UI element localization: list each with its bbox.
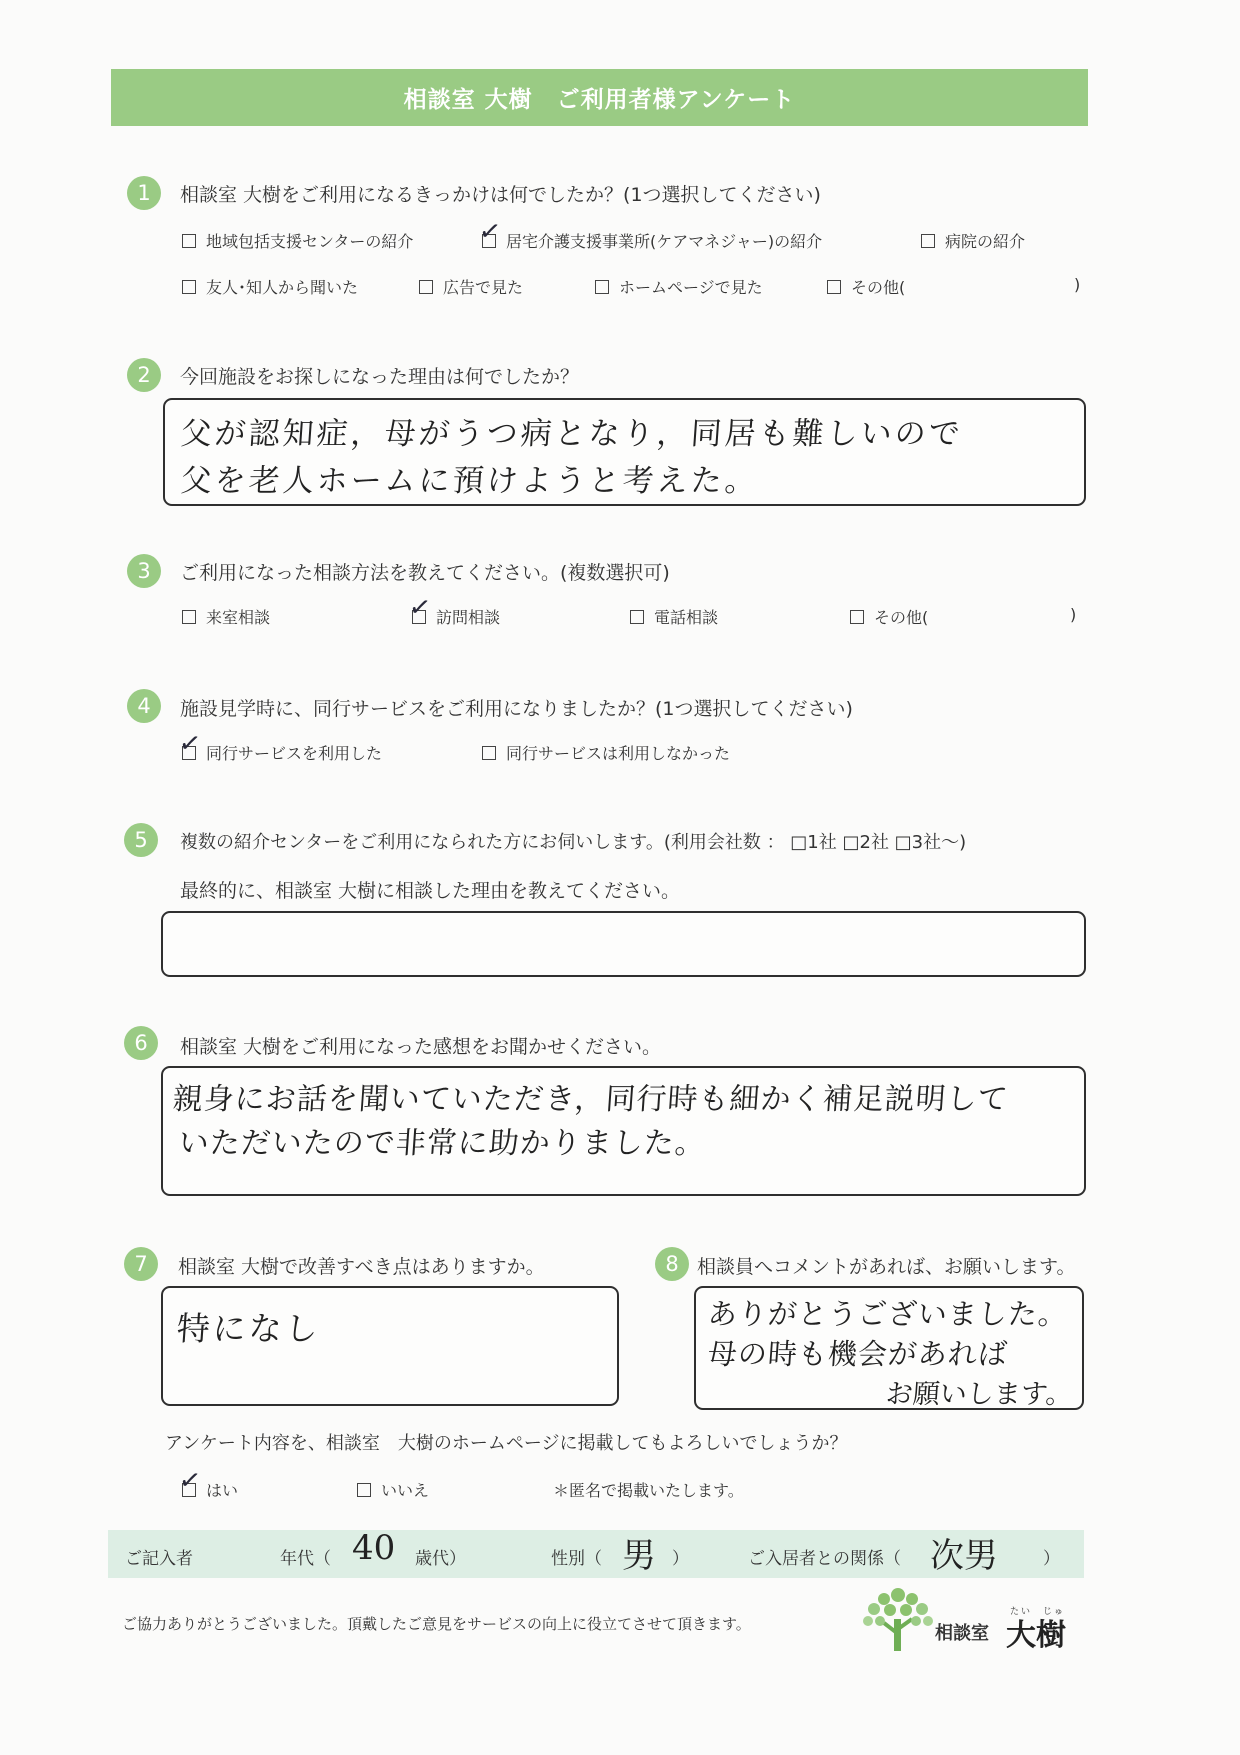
question-number-1: 1	[127, 176, 161, 210]
publish-question: アンケート内容を、相談室 大樹のホームページに掲載してもよろしいでしょうか？	[165, 1433, 848, 1454]
q1-option-ad[interactable]: 広告で見た	[419, 275, 523, 298]
checkmark-icon: ✓	[177, 727, 203, 760]
checkbox[interactable]	[630, 610, 644, 624]
question-number-3: 3	[127, 554, 161, 588]
checkbox-checked[interactable]	[477, 215, 503, 248]
age-suffix: 歳代）	[415, 1549, 466, 1569]
publish-option-yes[interactable]: ✓ はい	[177, 1464, 239, 1500]
q1-other-close-paren: )	[1074, 275, 1081, 294]
q7-answer: 特になし	[175, 1309, 323, 1348]
checkbox[interactable]	[182, 610, 196, 624]
publish-option-no[interactable]: いいえ	[357, 1478, 429, 1501]
q4-option-used[interactable]: ✓ 同行サービスを利用した	[177, 727, 383, 763]
checkbox-checked[interactable]	[177, 727, 203, 760]
checkmark-icon: ✓	[177, 1464, 203, 1497]
checkbox[interactable]	[827, 280, 841, 294]
q1-option-care-manager[interactable]: ✓ 居宅介護支援事業所(ケアマネジャー)の紹介	[477, 215, 823, 251]
question-number-2: 2	[127, 358, 161, 392]
q6-answer-line-1: 親身にお話を聞いていただき，同行時も細かく補足説明して	[171, 1082, 1010, 1117]
checkbox[interactable]	[182, 280, 196, 294]
question-6-text: 相談室 大樹をご利用になった感想をお聞かせください。	[180, 1036, 662, 1058]
q3-option-visit-office[interactable]: 来室相談	[182, 605, 270, 628]
checkbox[interactable]	[182, 234, 196, 248]
q1-option-hospital[interactable]: 病院の紹介	[921, 229, 1025, 252]
logo-big-text: 大樹	[1006, 1618, 1066, 1653]
gender-close: ）	[672, 1549, 689, 1569]
q8-answer-line-3: お願いします。	[884, 1379, 1074, 1410]
tree-logo-icon	[858, 1585, 938, 1653]
relation-value[interactable]: 次男	[930, 1536, 998, 1576]
question-7-text: 相談室 大樹で改善すべき点はありますか。	[178, 1256, 545, 1278]
q5-answer-box[interactable]	[161, 911, 1086, 977]
checkbox[interactable]	[921, 234, 935, 248]
checkbox[interactable]	[850, 610, 864, 624]
question-5-text: 複数の紹介センターをご利用になられた方にお伺いします。(利用会社数 ： □1社 □2社 □3社～)	[180, 832, 967, 853]
question-2-text: 今回施設をお探しになった理由は何でしたか？	[180, 366, 580, 388]
anonymous-note: ＊匿名で掲載いたします。	[553, 1481, 744, 1500]
q2-answer-box[interactable]	[163, 398, 1086, 506]
logo-small-text: 相談室	[935, 1623, 989, 1644]
q8-answer-line-2: 母の時も機会があれば	[706, 1337, 1010, 1371]
checkbox-checked[interactable]	[407, 591, 433, 624]
q2-answer-line-1: 父が認知症，母がうつ病となり，同居も難しいので	[179, 416, 965, 452]
survey-title: 相談室 大樹 ご利用者様アンケート	[111, 69, 1088, 126]
checkbox[interactable]	[419, 280, 433, 294]
checkbox[interactable]	[357, 1483, 371, 1497]
q6-answer-line-2: いただいたので非常に助かりました。	[177, 1126, 707, 1161]
q3-other-close-paren: )	[1070, 605, 1077, 624]
gender-label: 性別（	[551, 1549, 602, 1569]
age-value[interactable]: 40	[352, 1528, 396, 1568]
respondent-label: ご記入者	[125, 1549, 193, 1569]
gender-value[interactable]: 男	[622, 1536, 656, 1576]
q8-answer-box[interactable]	[694, 1286, 1084, 1410]
question-number-5: 5	[124, 823, 158, 857]
question-number-6: 6	[124, 1026, 158, 1060]
checkmark-icon: ✓	[477, 215, 503, 248]
q2-answer-line-2: 父を老人ホームに預けようと考えた。	[179, 463, 761, 499]
checkbox-checked[interactable]	[177, 1464, 203, 1497]
checkbox[interactable]	[595, 280, 609, 294]
checkbox[interactable]	[482, 746, 496, 760]
q3-option-other[interactable]: その他(	[850, 605, 928, 628]
thanks-message: ご協力ありがとうございました。頂戴したご意見をサービスの向上に役立てさせて頂きます。	[122, 1615, 751, 1633]
q1-option-homepage[interactable]: ホームページで見た	[595, 275, 763, 298]
question-4-text: 施設見学時に、同行サービスをご利用になりましたか？(1つ選択してください)	[180, 698, 853, 720]
q8-answer-line-1: ありがとうございました。	[706, 1297, 1070, 1331]
q4-option-not-used[interactable]: 同行サービスは利用しなかった	[482, 741, 730, 764]
q1-option-friend[interactable]: 友人･知人から聞いた	[182, 275, 358, 298]
question-number-4: 4	[127, 689, 161, 723]
q3-option-phone[interactable]: 電話相談	[630, 605, 718, 628]
q1-option-other[interactable]: その他(	[827, 275, 905, 298]
question-8-text: 相談員へコメントがあれば、お願いします。	[697, 1256, 1076, 1278]
relation-close: ）	[1043, 1549, 1060, 1569]
question-1-text: 相談室 大樹をご利用になるきっかけは何でしたか？(1つ選択してください)	[180, 184, 821, 206]
q7-answer-box[interactable]	[161, 1286, 619, 1406]
q1-option-community-center[interactable]: 地域包括支援センターの紹介	[182, 229, 413, 252]
q3-option-home-visit[interactable]: ✓ 訪問相談	[407, 591, 501, 627]
question-5-text-2: 最終的に、相談室 大樹に相談した理由を教えてください。	[180, 880, 681, 902]
age-label: 年代（	[280, 1549, 331, 1569]
logo-ruby: たい じゅ	[1010, 1607, 1066, 1617]
question-3-text: ご利用になった相談方法を教えてください。(複数選択可)	[180, 562, 670, 584]
question-number-8: 8	[655, 1247, 689, 1281]
relation-label: ご入居者との関係（	[748, 1549, 901, 1569]
q6-answer-box[interactable]	[161, 1066, 1086, 1196]
question-number-7: 7	[124, 1247, 158, 1281]
checkmark-icon: ✓	[407, 591, 433, 624]
